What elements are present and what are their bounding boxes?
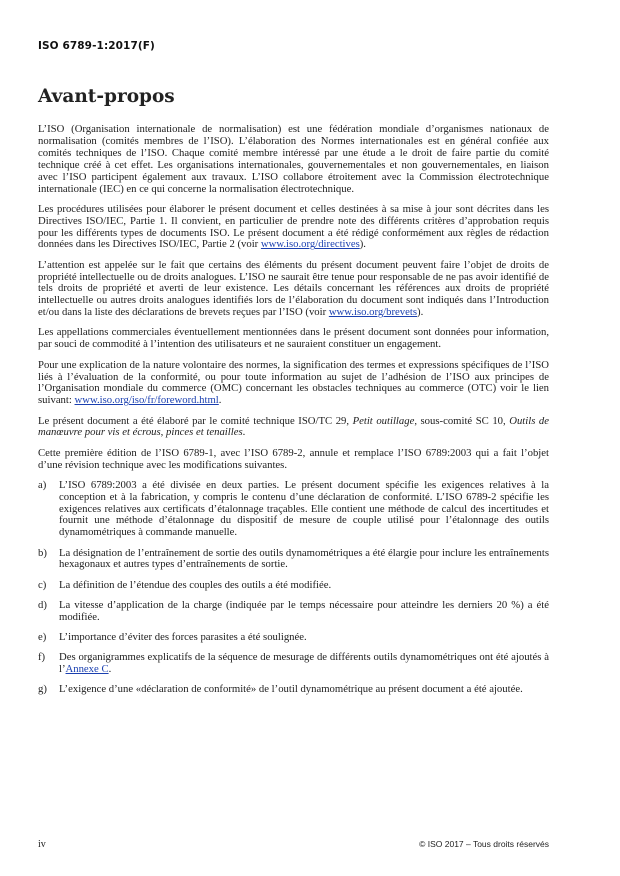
paragraph-iso-intro: L’ISO (Organisation internationale de normalisation) est une fédération mondiale d’organismes nationaux de normalisation (comités membres de l’ISO). L’élaboration des Normes internationales est en général confiée aux comités techniques de l’ISO. Chaque comité membre intéressé par une étude a le droit de faire partie du comité technique créé à cet effet. Les organisations internationales, gouvernementales et non gouvernementales, en liaison avec l’ISO participent également aux travaux. L’ISO collabore étroitement avec la Commission électrotechnique internationale (IEC) en ce qui concerne la normalisation électrotechnique. (38, 123, 549, 195)
list-item-text: Des organigrammes explicatifs de la séquence de mesurage de différents outils dynamométriques ont été ajoutés à l’ (59, 651, 549, 676)
committee-title-small-tools: Petit outillage (352, 414, 415, 427)
page-title: Avant-propos (38, 86, 175, 107)
paragraph-edition: Cette première édition de l’ISO 6789-1, avec l’ISO 6789-2, annule et remplace l’ISO 6789:2003 qui a fait l’objet d’une révision technique avec les modifications suivantes. (38, 446, 549, 471)
list-item (38, 548, 549, 572)
changes-list (38, 480, 549, 696)
paragraph-voluntary-nature-text: Pour une explication de la nature volontaire des normes, la signification des termes et expressions spécifiques de l’ISO liés à l’évaluation de la conformité, ou pour toute information au sujet de l’adhésion de l’ISO aux principes de l’Organisation mondiale du commerce (OMC) concernant les obstacles techniques au commerce (OTC) voir le lien suivant: (38, 358, 549, 407)
list-item (38, 600, 549, 624)
list-item-end: . (108, 663, 112, 676)
list-item (38, 684, 549, 696)
foreword-body (38, 124, 549, 705)
list-item-label: f) (38, 651, 46, 664)
list-item-text: L’ISO 6789:2003 a été divisée en deux parties. Le présent document spécifie les exigences relatives à la conception et à la fabrication, y compris le contenu d’une déclaration de conformité. L’ISO 6789-2 spécifie les exigences relatives aux certificats d’étalonnage traçables. Elle contient une méthode de calcul des incertitudes et fournit une méthode d’étalonnage du dispositif de mesure de couple utilisé pour l’étalonnage des outils dynamométriques à commande manuelle. (59, 478, 549, 539)
paragraph-procedures-end: ). (359, 238, 366, 251)
paragraph-patents-text: L’attention est appelée sur le fait que certains des éléments du présent document peuvent faire l’objet de droits de propriété intellectuelle ou de droits analogues. L’ISO ne saurait être tenue pour responsable de ne pas avoir identifié de tels droits de propriété et averti de leur existence. Les détails concernant les références aux droits de propriété intellectuelle ou autres droits analogues identifiés lors de l’élaboration du document sont indiqués dans l’Introduction et/ou dans la liste des déclarations de brevets reçues par l’ISO (voir (38, 258, 549, 319)
paragraph-committee-end: . (242, 426, 246, 439)
directives-link[interactable]: www.iso.org/directives (260, 238, 360, 251)
paragraph-committee-text: Le présent document a été élaboré par le comité technique ISO/TC 29, (38, 414, 353, 427)
list-item-text: L’importance d’éviter des forces parasites a été soulignée. (59, 630, 307, 643)
list-item (38, 480, 549, 540)
list-item-label: d) (38, 598, 47, 611)
list-item-text: La vitesse d’application de la charge (indiquée par le temps nécessaire pour atteindre les derniers 20 %) a été modifiée. (59, 598, 549, 623)
subcommittee-title: Outils de manœuvre pour vis et écrous, pinces et tenailles (38, 414, 549, 439)
list-item-text: La désignation de l’entraînement de sortie des outils dynamométriques a été élargie pour inclure les entraînements hexagonaux et autres types d’entraînements de sortie. (59, 546, 549, 571)
list-item-label: b) (38, 546, 47, 559)
list-item (38, 580, 549, 592)
list-item-text: L’exigence d’une «déclaration de conformité» de l’outil dynamométrique au présent document a été ajoutée. (59, 683, 523, 696)
patents-link[interactable]: www.iso.org/brevets (328, 306, 418, 319)
paragraph-procedures (38, 204, 549, 252)
document-id-header: ISO 6789-1:2017(F) (38, 40, 155, 52)
list-item-label: a) (38, 478, 47, 491)
list-item-label: g) (38, 683, 47, 696)
paragraph-procedures-text: Les procédures utilisées pour élaborer le présent document et celles destinées à sa mise à jour sont décrites dans les Directives ISO/IEC, Partie 1. Il convient, en particulier de prendre note des différents critères d’approbation requis pour les différents types de documents ISO. Le présent document a été rédigé conformément aux règles de rédaction données dans les Directives ISO/IEC, Partie 2 (voir (38, 202, 549, 251)
paragraph-trade-names: Les appellations commerciales éventuellement mentionnées dans le présent document sont données pour information, par souci de commodité à l’intention des utilisateurs et ne sauraient constituer un engagement. (38, 326, 549, 351)
list-item-text: La définition de l’étendue des couples des outils a été modifiée. (59, 578, 332, 591)
page-number: iv (38, 839, 46, 850)
paragraph-committee-mid: , sous-comité SC 10, (414, 414, 510, 427)
paragraph-patents (38, 260, 549, 320)
list-item (38, 632, 549, 644)
paragraph-patents-end: ). (417, 306, 424, 319)
list-item-label: e) (38, 630, 47, 643)
copyright-notice: © ISO 2017 – Tous droits réservés (419, 839, 549, 849)
paragraph-voluntary-nature-end: . (218, 394, 222, 407)
foreword-link[interactable]: www.iso.org/iso/fr/foreword.html (74, 394, 219, 407)
list-item-label: c) (38, 578, 47, 591)
list-item (38, 652, 549, 676)
paragraph-voluntary-nature (38, 360, 549, 408)
annex-c-link[interactable]: Annexe C (65, 663, 109, 676)
paragraph-committee (38, 416, 549, 440)
